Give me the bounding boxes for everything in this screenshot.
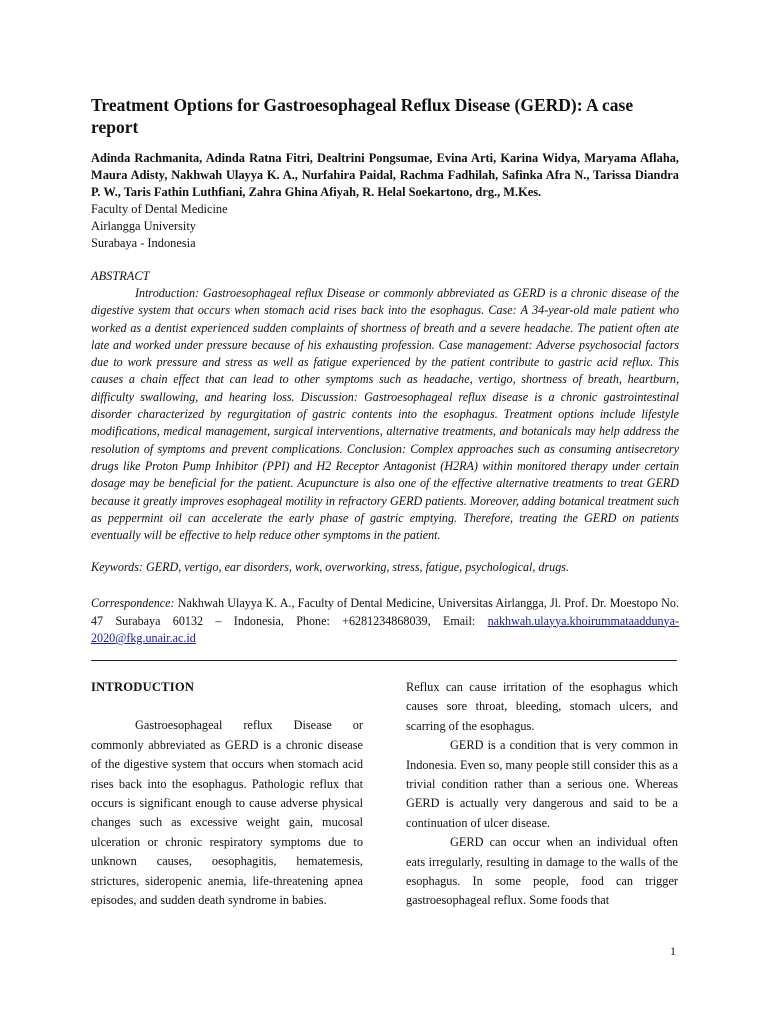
right-column <box>406 678 678 911</box>
affiliation-university: Airlangga University <box>91 219 196 233</box>
intro-paragraph-1: Gastroesophageal reflux Disease or commonly abbreviated as GERD is a chronic disease of the digestive system that occurs when stomach acid rises back into the esophagus. Pathologic reflux that occurs is significant enough to cause adverse physical changes such as excessive weight gain, mucosal ulceration or chronic respiratory symptoms due to unknown causes, oesophagitis, hematemesis, strictures, sideropenic anemia, life-threatening apnea episodes, and sudden death syndrome in babies. <box>91 718 363 908</box>
intro-paragraph-3: GERD is a condition that is very common in Indonesia. Even so, many people still consider this as a trivial condition rather than a serious one. Whereas GERD is actually very dangerous and said to be a continuation of ulcer disease. <box>406 738 678 830</box>
abstract-heading: ABSTRACT <box>91 269 150 283</box>
affiliation-faculty: Faculty of Dental Medicine <box>91 202 228 216</box>
page-number: 1 <box>670 944 676 958</box>
intro-paragraph-2: Reflux can cause irritation of the esophagus which causes sore throat, bleeding, stomach ulcers, and scarring of the esophagus. <box>406 680 678 733</box>
affiliation-location: Surabaya - Indonesia <box>91 236 196 250</box>
introduction-heading: INTRODUCTION <box>91 680 195 694</box>
correspondence-text: Nakhwah Ulayya K. A., Faculty of Dental Medicine, Universitas Airlangga, Jl. Prof. Dr. Moestopo No. 47 Surabaya 60132 – Indonesia, Phone: +6281234868039, Email: <box>91 596 679 628</box>
section-divider <box>91 660 677 661</box>
correspondence-label: Correspondence: <box>91 596 175 610</box>
correspondence-email-link[interactable]: nakhwah.ulayya.khoirummataaddunya-2020@fkg.unair.ac.id <box>91 613 679 645</box>
intro-paragraph-4: GERD can occur when an individual often eats irregularly, resulting in damage to the walls of the esophagus. In some people, food can trigger gastroesophageal reflux. Some foods that <box>406 835 678 908</box>
correspondence <box>91 595 679 648</box>
affiliation <box>91 201 591 252</box>
author-list: Adinda Rachmanita, Adinda Ratna Fitri, Dealtrini Pongsumae, Evina Arti, Karina Widya, Maryama Aflaha, Maura Adisty, Nakhwah Ulayya K. A., Nurfahira Paidal, Rachma Fadhilah, Safinka Afra N., Tarissa Diandra P. W., Taris Fathin Luthfiani, Zahra Ghina Afiyah, R. Helal Soekartono, drg., M.Kes. <box>91 151 679 199</box>
keywords: Keywords: GERD, vertigo, ear disorders, work, overworking, stress, fatigue, psychological, drugs. <box>91 560 569 574</box>
left-column <box>91 678 363 910</box>
paper-title: Treatment Options for Gastroesophageal Reflux Disease (GERD): A case report <box>91 95 634 137</box>
abstract-body: Introduction: Gastroesophageal reflux Disease or commonly abbreviated as GERD is a chronic disease of the digestive system that occurs when stomach acid rises back into the esophagus. Case: A 34-year-old male patient who worked as a dentist experienced sudden complaints of shortness of breath and a severe headache. The patient often ate late and worked under pressure because of his exhausting profession. Case management: Adverse psychosocial factors due to work pressure and stress as well as fatigue experienced by the patient contribute to gastric acid reflux. This causes a chain effect that can lead to other symptoms such as headache, vertigo, shortness of breath, heartburn, difficulty swallowing, and hearing loss. Discussion: Gastroesophageal reflux disease is a chronic gastrointestinal disorder characterized by regurgitation of gastric contents into the esophagus. Treatment options include lifestyle modifications, medical management, surgical interventions, alternative treatments, and botanicals may help address the resolution of symptoms and prevent complications. Conclusion: Complex approaches such as consuming antisecretory drugs like Proton Pump Inhibitor (PPI) and H2 Receptor Antagonist (H2RA) within monitored therapy under certain dosage may be beneficial for the patient. Acupuncture is also one of the effective alternative treatments to treat GERD because it greatly improves esophageal motility in refractory GERD patients. Moreover, adding botanical treatment such as peppermint oil can accelerate the early phase of gastric emptying. Therefore, treating the GERD on patients eventually will be effective to help reduce other symptoms in the patient. <box>91 286 679 543</box>
